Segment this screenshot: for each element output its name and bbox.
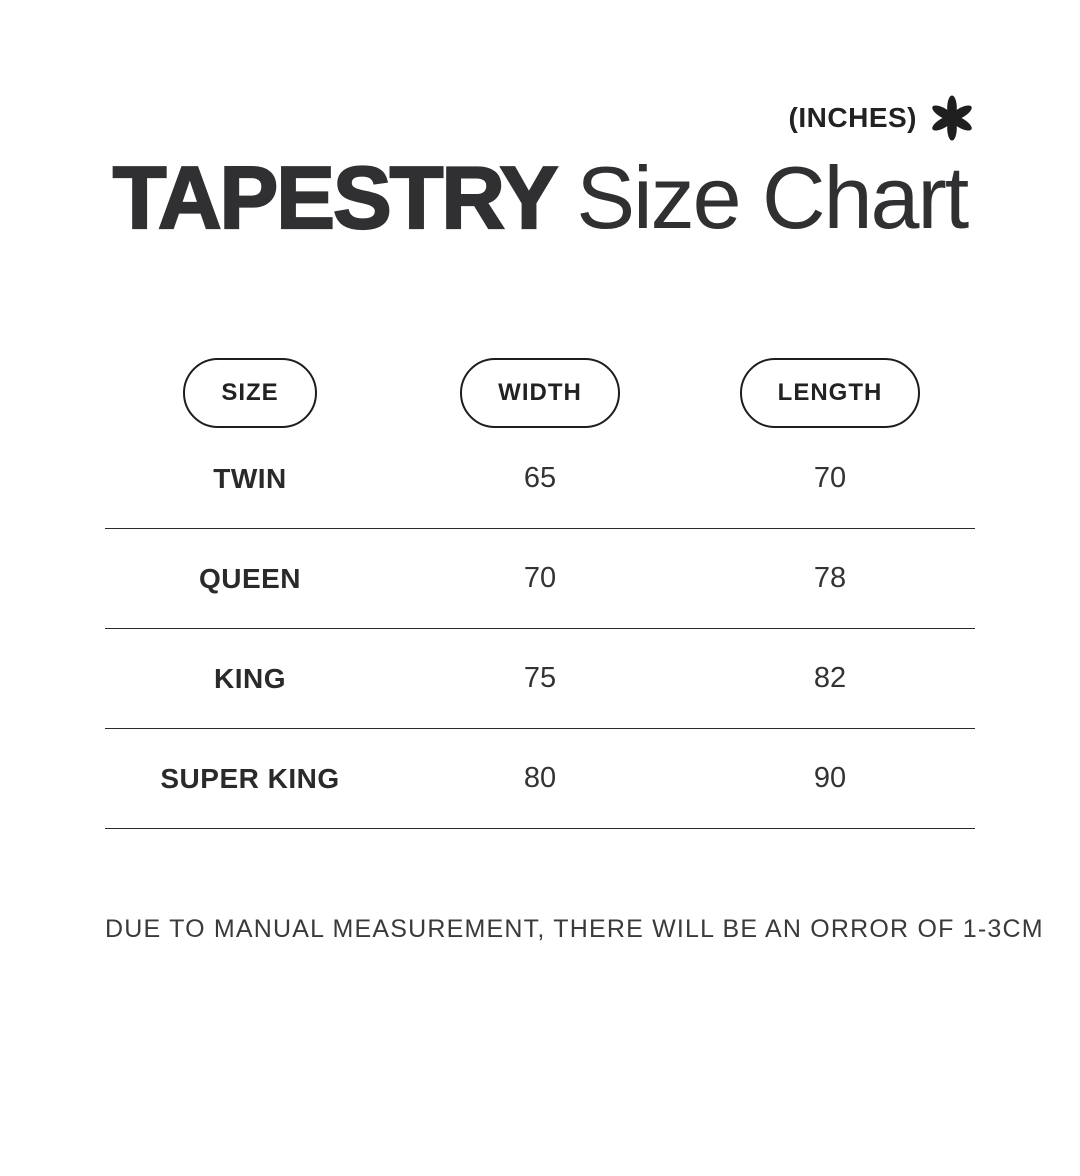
width-cell: 65 [523,462,557,494]
column-pill-width: WIDTH [460,358,620,428]
table-header-row [105,357,975,429]
size-cell: TWIN [213,462,287,494]
length-cell: 90 [813,762,847,794]
width-cell: 75 [523,662,557,694]
column-pill-length: LENGTH [740,358,921,428]
size-chart-page [0,96,1080,1176]
size-cell: SUPER KING [160,762,340,794]
column-pill-size: SIZE [183,358,316,428]
title-product: TAPESTRY [112,148,557,247]
asterisk-icon [929,95,975,141]
size-table [105,357,975,829]
length-cell: 82 [813,662,847,694]
title-suffix: Size Chart [576,148,968,247]
size-cell: QUEEN [198,562,302,594]
length-cell: 78 [813,562,847,594]
size-cell: KING [214,662,286,694]
table-row [105,529,975,629]
table-row [105,629,975,729]
width-cell: 70 [523,562,557,594]
width-cell: 80 [523,762,557,794]
unit-row [105,96,975,140]
length-cell: 70 [813,462,847,494]
table-row [105,429,975,529]
table-row [105,729,975,829]
table-rows [105,429,975,829]
page-title [105,148,975,247]
unit-label: (INCHES) [788,102,917,133]
footer-note: DUE TO MANUAL MEASUREMENT, THERE WILL BE AN ORROR OF 1-3CM [105,915,1044,943]
